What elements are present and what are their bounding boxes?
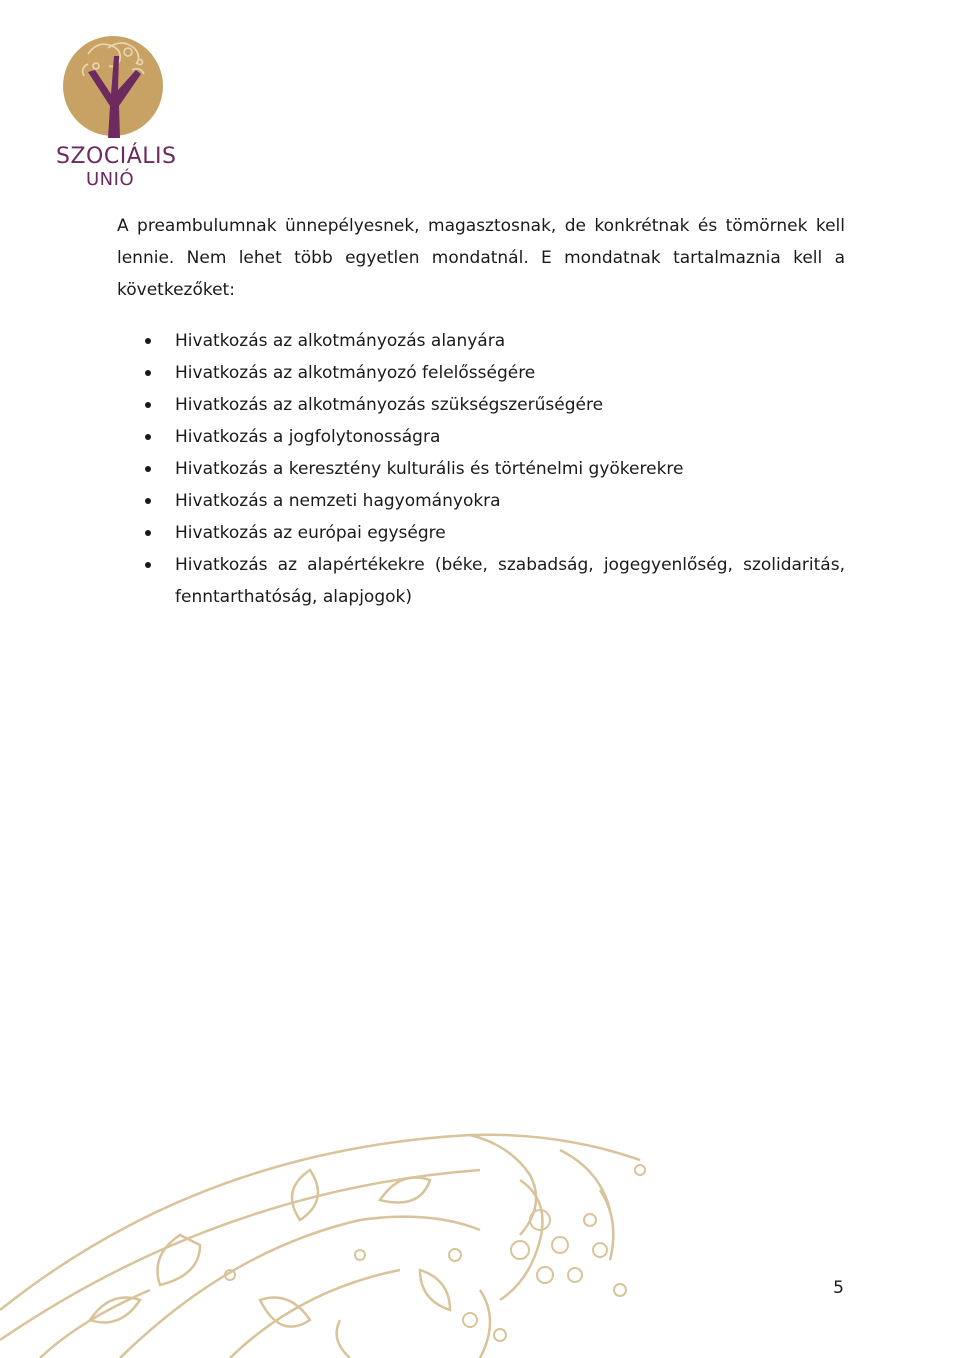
organization-logo [48, 26, 178, 196]
bullet-icon [145, 466, 151, 472]
list-item: Hivatkozás az alapértékekre (béke, szabadság, jogegyenlőség, szolidaritás, fenntarthatóság, alapjogok) [117, 549, 845, 613]
list-item: Hivatkozás a nemzeti hagyományokra [117, 485, 845, 517]
list-item: Hivatkozás az alkotmányozás alanyára [117, 325, 845, 357]
logo-text-unio: UNIÓ [86, 169, 135, 190]
list-item: Hivatkozás a keresztény kulturális és történelmi gyökerekre [117, 453, 845, 485]
list-item: Hivatkozás az alkotmányozás szükségszerűségére [117, 389, 845, 421]
tree-logo-icon [48, 26, 178, 146]
intro-paragraph: A preambulumnak ünnepélyesnek, magasztosnak, de konkrétnak és tömörnek kell lennie. Nem lehet több egyetlen mondatnál. E mondatnak tartalmaznia kell a következőket: [117, 216, 845, 300]
list-item: Hivatkozás az európai egységre [117, 517, 845, 549]
logo-text-szocialis: SZOCIÁLIS [56, 144, 177, 169]
bullet-icon [145, 338, 151, 344]
bullet-icon [145, 562, 151, 568]
decorative-ornament [0, 1020, 960, 1358]
requirements-list [117, 325, 845, 613]
list-item: Hivatkozás az alkotmányozó felelősségére [117, 357, 845, 389]
bullet-icon [145, 370, 151, 376]
bullet-icon [145, 434, 151, 440]
bullet-icon [145, 402, 151, 408]
page-number: 5 [833, 1278, 844, 1298]
bullet-icon [145, 530, 151, 536]
list-item: Hivatkozás a jogfolytonosságra [117, 421, 845, 453]
bullet-icon [145, 498, 151, 504]
document-body [117, 210, 845, 613]
